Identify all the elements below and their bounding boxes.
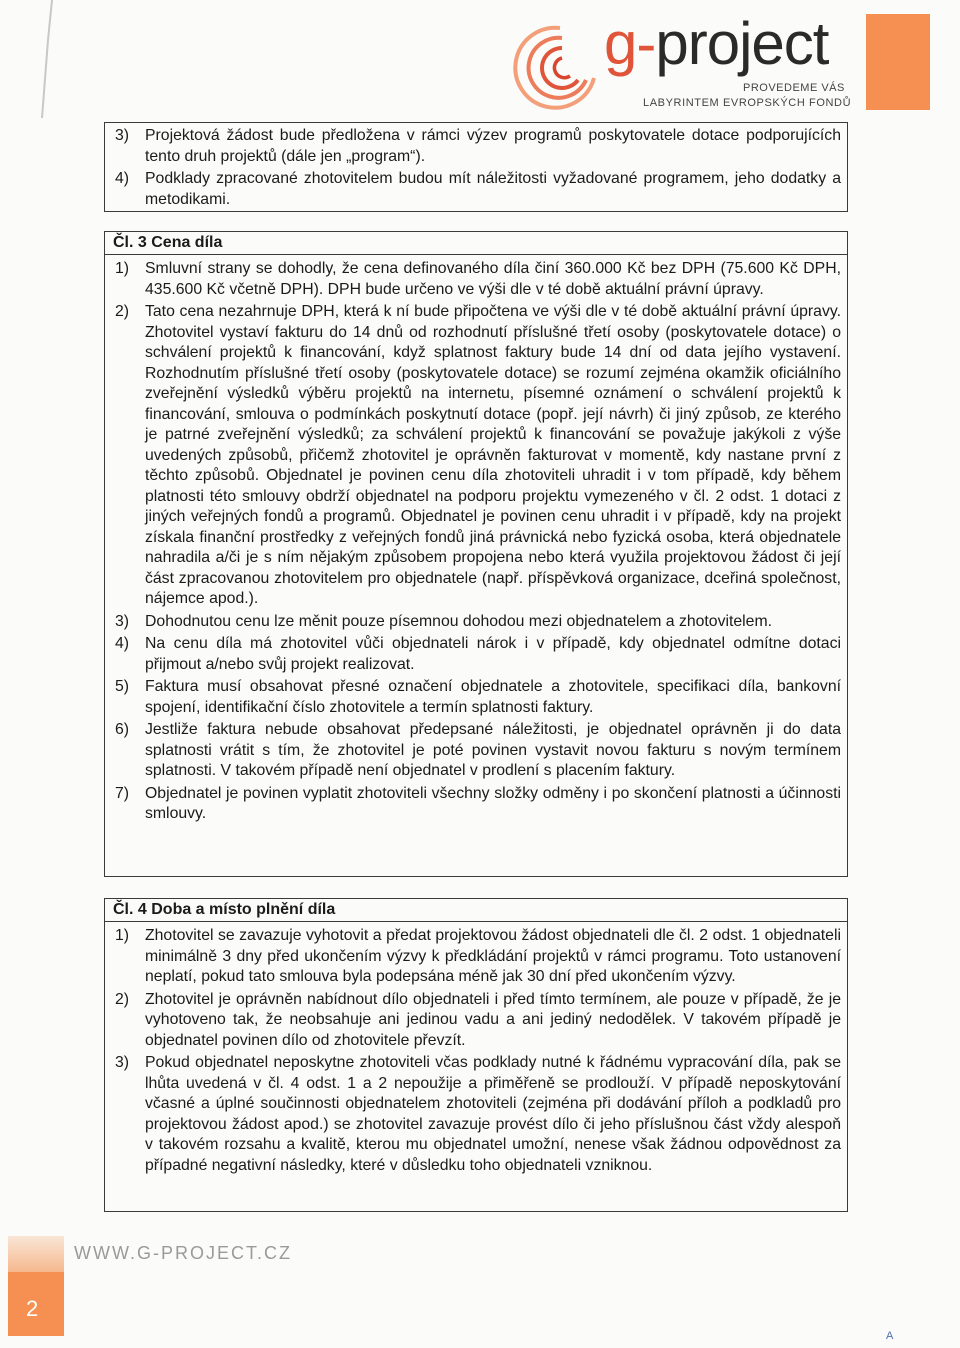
clause-list bbox=[105, 922, 847, 1176]
clause-item: 3) Dohodnutou cenu lze měnit pouze písemnou dohodou mezi objednatelem a zhotovitelem. bbox=[115, 612, 773, 630]
clause-item: 6) Jestliže faktura nebude obsahovat předepsané náležitosti, je objednatel oprávněn ji do data splatnosti vrátit s tím, že zhotovitel je poté povinen vystavit novou fakturu s novým termínem splatnosti. V takovém případě není objednatel v prodlení s placením faktury. bbox=[115, 721, 841, 779]
section-doba-a-misto-plneni bbox=[104, 898, 848, 1212]
logo-spiral-icon bbox=[512, 22, 602, 114]
page-number: 2 bbox=[26, 1296, 39, 1321]
clause-item: 7) Objednatel je povinen vyplatit zhotoviteli všechny složky odměny i po skončení platnosti a účinnosti smlouvy. bbox=[115, 784, 841, 822]
clause-item: 1) Zhotovitel se zavazuje vyhotovit a předat projektovou žádost objednateli dle čl. 2 odst. 1 objednateli minimálně 3 dny před ukončením výzvy k předkládání projektů v rámci programu. Toto ustanovení neplatí, pokud tato smlouva byla podepsána méně jak 30 dní před ukončením výzvy. bbox=[115, 927, 841, 985]
clause-item: 4) Na cenu díla má zhotovitel vůči objednateli nárok i v případě, kdy objednatel odmítne dotaci přijmout a/nebo svůj projekt realizovat. bbox=[115, 635, 841, 673]
clause-item: 1) Smluvní strany se dohodly, že cena definovaného díla činí 360.000 Kč bez DPH (75.600 Kč DPH, 435.600 Kč včetně DPH). DPH bude určeno ve výši dle v té době aktuální právní úpravy. bbox=[115, 260, 841, 298]
clause-item: 3) Pokud objednatel neposkytne zhotoviteli včas podklady nutné k řádnému vypracování díla, pak se lhůta uvedená v čl. 4 odst. 1 a 2 nepoužije a přiměřeně se prodlouží. V případě neposkytování včasné a úplné součinnosti objednatelem zhotoviteli (zejména při dodávání příloh a podkladů pro projektovou žádost apod.) se zhotovitel zavazuje provést dílo či jeho příslušnou část vždy alespoň v takovém rozsahu a kvalitě, kterou mu objednatel umožní, nenese však žádnou odpovědnost za případné negativní následky, které v důsledku toho objednateli vzniknou. bbox=[115, 1054, 841, 1174]
clause-item: 4) Podklady zpracované zhotovitelem budou mít náležitosti vyžadované programem, jeho dodatky a metodikami. bbox=[115, 170, 841, 208]
section-title: Čl. 3 Cena díla bbox=[105, 232, 847, 255]
logo-tagline-bottom: LABYRINTEM EVROPSKÝCH FONDŮ bbox=[643, 97, 852, 109]
section-cena-dila bbox=[104, 231, 848, 877]
corner-mark: A bbox=[886, 1330, 894, 1342]
g-project-logo bbox=[512, 10, 852, 114]
section-continuation bbox=[104, 122, 848, 212]
section-title: Čl. 4 Doba a místo plnění díla bbox=[105, 899, 847, 922]
scan-stroke bbox=[30, 0, 60, 120]
clause-item: 5) Faktura musí obsahovat přesné označení objednatele a zhotovitele, specifikaci díla, bankovní spojení, identifikační číslo zhotovitele a termín splatnosti faktury. bbox=[115, 678, 841, 716]
clause-item: 2) Tato cena nezahrnuje DPH, která k ní bude připočtena ve výši dle v té době aktuální právní úpravy. Zhotovitel vystaví fakturu do 14 dnů od rozhodnutí příslušné třetí osoby (poskytovatele dotace) o schválení projektů k financování, když splatnost faktury bude 14 dní od data jejího vystavení. Rozhodnutím příslušné třetí osoby (poskytovatele dotace) se rozumí zejména okamžik oficiálního zveřejnění výsledků výběru projektů na internetu, písemné oznámení o schválení projektů k financování, smlouva o podmínkách poskytnutí dotace (popř. její návrh) či jiný způsob, ze kterého je patrné zveřejnění výsledků; za schválení projektů k financování se považuje jakýkoli z výše uvedených způsobů, přičemž zhotovitel je oprávněn fakturovat v momentě, kdy nastane první z těchto způsobů. Objednatel je povinen cenu díla zhotoviteli uhradit i v tom případě, kdy během platnosti této smlouvy obdrží objednatel na podporu projektu vymezeného v čl. 2 odst. 1 dotaci z jiných veřejných fondů a programů. Objednatel je povinen cenu uhradit i v případě, kdy na projekt získala finanční prostředky z veřejných fondů jiná právnická nebo fyzická osoba, která objednatele nahradila a/či je s ním nějakým způsobem propojena nebo která využila projektovou žádost či její část zpracovanou zhotovitelem pro objednatele (např. příspěvková organizace, dceřiná společnost, nájemce apod.). bbox=[115, 303, 841, 607]
logo-wordmark: g-project bbox=[604, 10, 829, 77]
footer-website-url: WWW.G-PROJECT.CZ bbox=[74, 1243, 292, 1263]
page-number-tab bbox=[8, 1236, 64, 1336]
clause-item: 3) Projektová žádost bude předložena v rámci výzev programů poskytovatele dotace podporujících tento druh projektů (dále jen „program“). bbox=[115, 127, 841, 165]
page-tab-fade bbox=[8, 1236, 64, 1272]
clause-list bbox=[105, 123, 847, 210]
clause-item: 2) Zhotovitel je oprávněn nabídnout dílo objednateli i před tímto termínem, ale pouze v případě, že je vyhotoveno tak, že neobsahuje ani jedinou vadu a ani jediný nedodělek. V takovém případě je objednatel povinen dílo od zhotovitele převzít. bbox=[115, 990, 841, 1049]
header-corner-bar bbox=[866, 14, 930, 110]
clause-list bbox=[105, 255, 847, 825]
logo-tagline-top: PROVEDEME VÁS bbox=[743, 82, 845, 94]
